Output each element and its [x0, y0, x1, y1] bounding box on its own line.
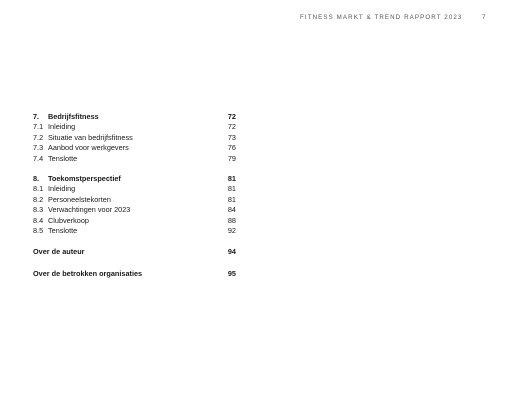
running-header: [0, 14, 506, 26]
toc-page: 81: [227, 173, 236, 183]
toc-label: Tenslotte: [48, 153, 78, 163]
page-number: 7: [482, 14, 487, 21]
toc-spacer: [33, 258, 239, 269]
toc-label: Inleiding: [48, 184, 76, 194]
toc-number: 7.3: [33, 143, 44, 153]
header-title: FITNESS MARKT & TREND RAPPORT 2023: [300, 14, 463, 21]
toc-label: Inleiding: [48, 122, 76, 132]
toc-item-8-5[interactable]: [33, 226, 239, 236]
toc-item-7-3[interactable]: [33, 143, 239, 153]
toc-number: 8.: [33, 173, 40, 183]
toc-number: 7.1: [33, 122, 44, 132]
toc-number: 8.2: [33, 194, 44, 204]
toc-number: 7.4: [33, 153, 44, 163]
toc-label: Personeelstekorten: [48, 194, 111, 204]
toc-page: 81: [227, 194, 236, 204]
toc-page: 81: [227, 184, 236, 194]
toc-page: 72: [227, 112, 236, 121]
toc-number: 8.3: [33, 205, 44, 215]
toc-chapter-7[interactable]: [33, 112, 239, 122]
toc-label: Bedrijfsfitness: [48, 112, 99, 121]
toc-item-8-1[interactable]: [33, 184, 239, 194]
toc-number: 7.: [33, 112, 40, 121]
toc-item-8-2[interactable]: [33, 195, 239, 205]
toc-number: 8.5: [33, 225, 44, 235]
toc-number: 8.4: [33, 215, 44, 225]
toc-page: 72: [227, 122, 236, 132]
toc-label: Verwachtingen voor 2023: [48, 205, 131, 215]
toc-label: Tenslotte: [48, 225, 78, 235]
toc-page: 76: [227, 143, 236, 153]
toc-label: Situatie van bedrijfsfitness: [48, 132, 133, 142]
toc-label: Over de auteur: [33, 247, 85, 257]
toc-label: Aanbod voor werkgevers: [48, 143, 129, 153]
toc-item-8-4[interactable]: [33, 216, 239, 226]
toc-item-7-2[interactable]: [33, 133, 239, 143]
toc-spacer: [33, 236, 239, 247]
toc-label: Clubverkoop: [48, 215, 89, 225]
toc-chapter-8[interactable]: [33, 174, 239, 184]
toc-page: 95: [227, 268, 236, 278]
toc-page: 84: [227, 205, 236, 215]
toc-number: 7.2: [33, 132, 44, 142]
toc-spacer: [33, 164, 239, 174]
toc-label: Toekomstperspectief: [48, 173, 121, 183]
toc-page: 94: [227, 247, 236, 257]
toc-page: 92: [227, 225, 236, 235]
toc-item-7-4[interactable]: [33, 154, 239, 164]
toc-about-author[interactable]: [33, 247, 239, 257]
toc-page: 79: [227, 153, 236, 163]
table-of-contents: [33, 112, 239, 279]
toc-item-7-1[interactable]: [33, 122, 239, 132]
toc-label: Over de betrokken organisaties: [33, 268, 143, 278]
toc-page: 73: [227, 132, 236, 142]
toc-about-organisations[interactable]: [33, 269, 239, 279]
toc-item-8-3[interactable]: [33, 205, 239, 215]
toc-page: 88: [227, 215, 236, 225]
toc-number: 8.1: [33, 184, 44, 194]
